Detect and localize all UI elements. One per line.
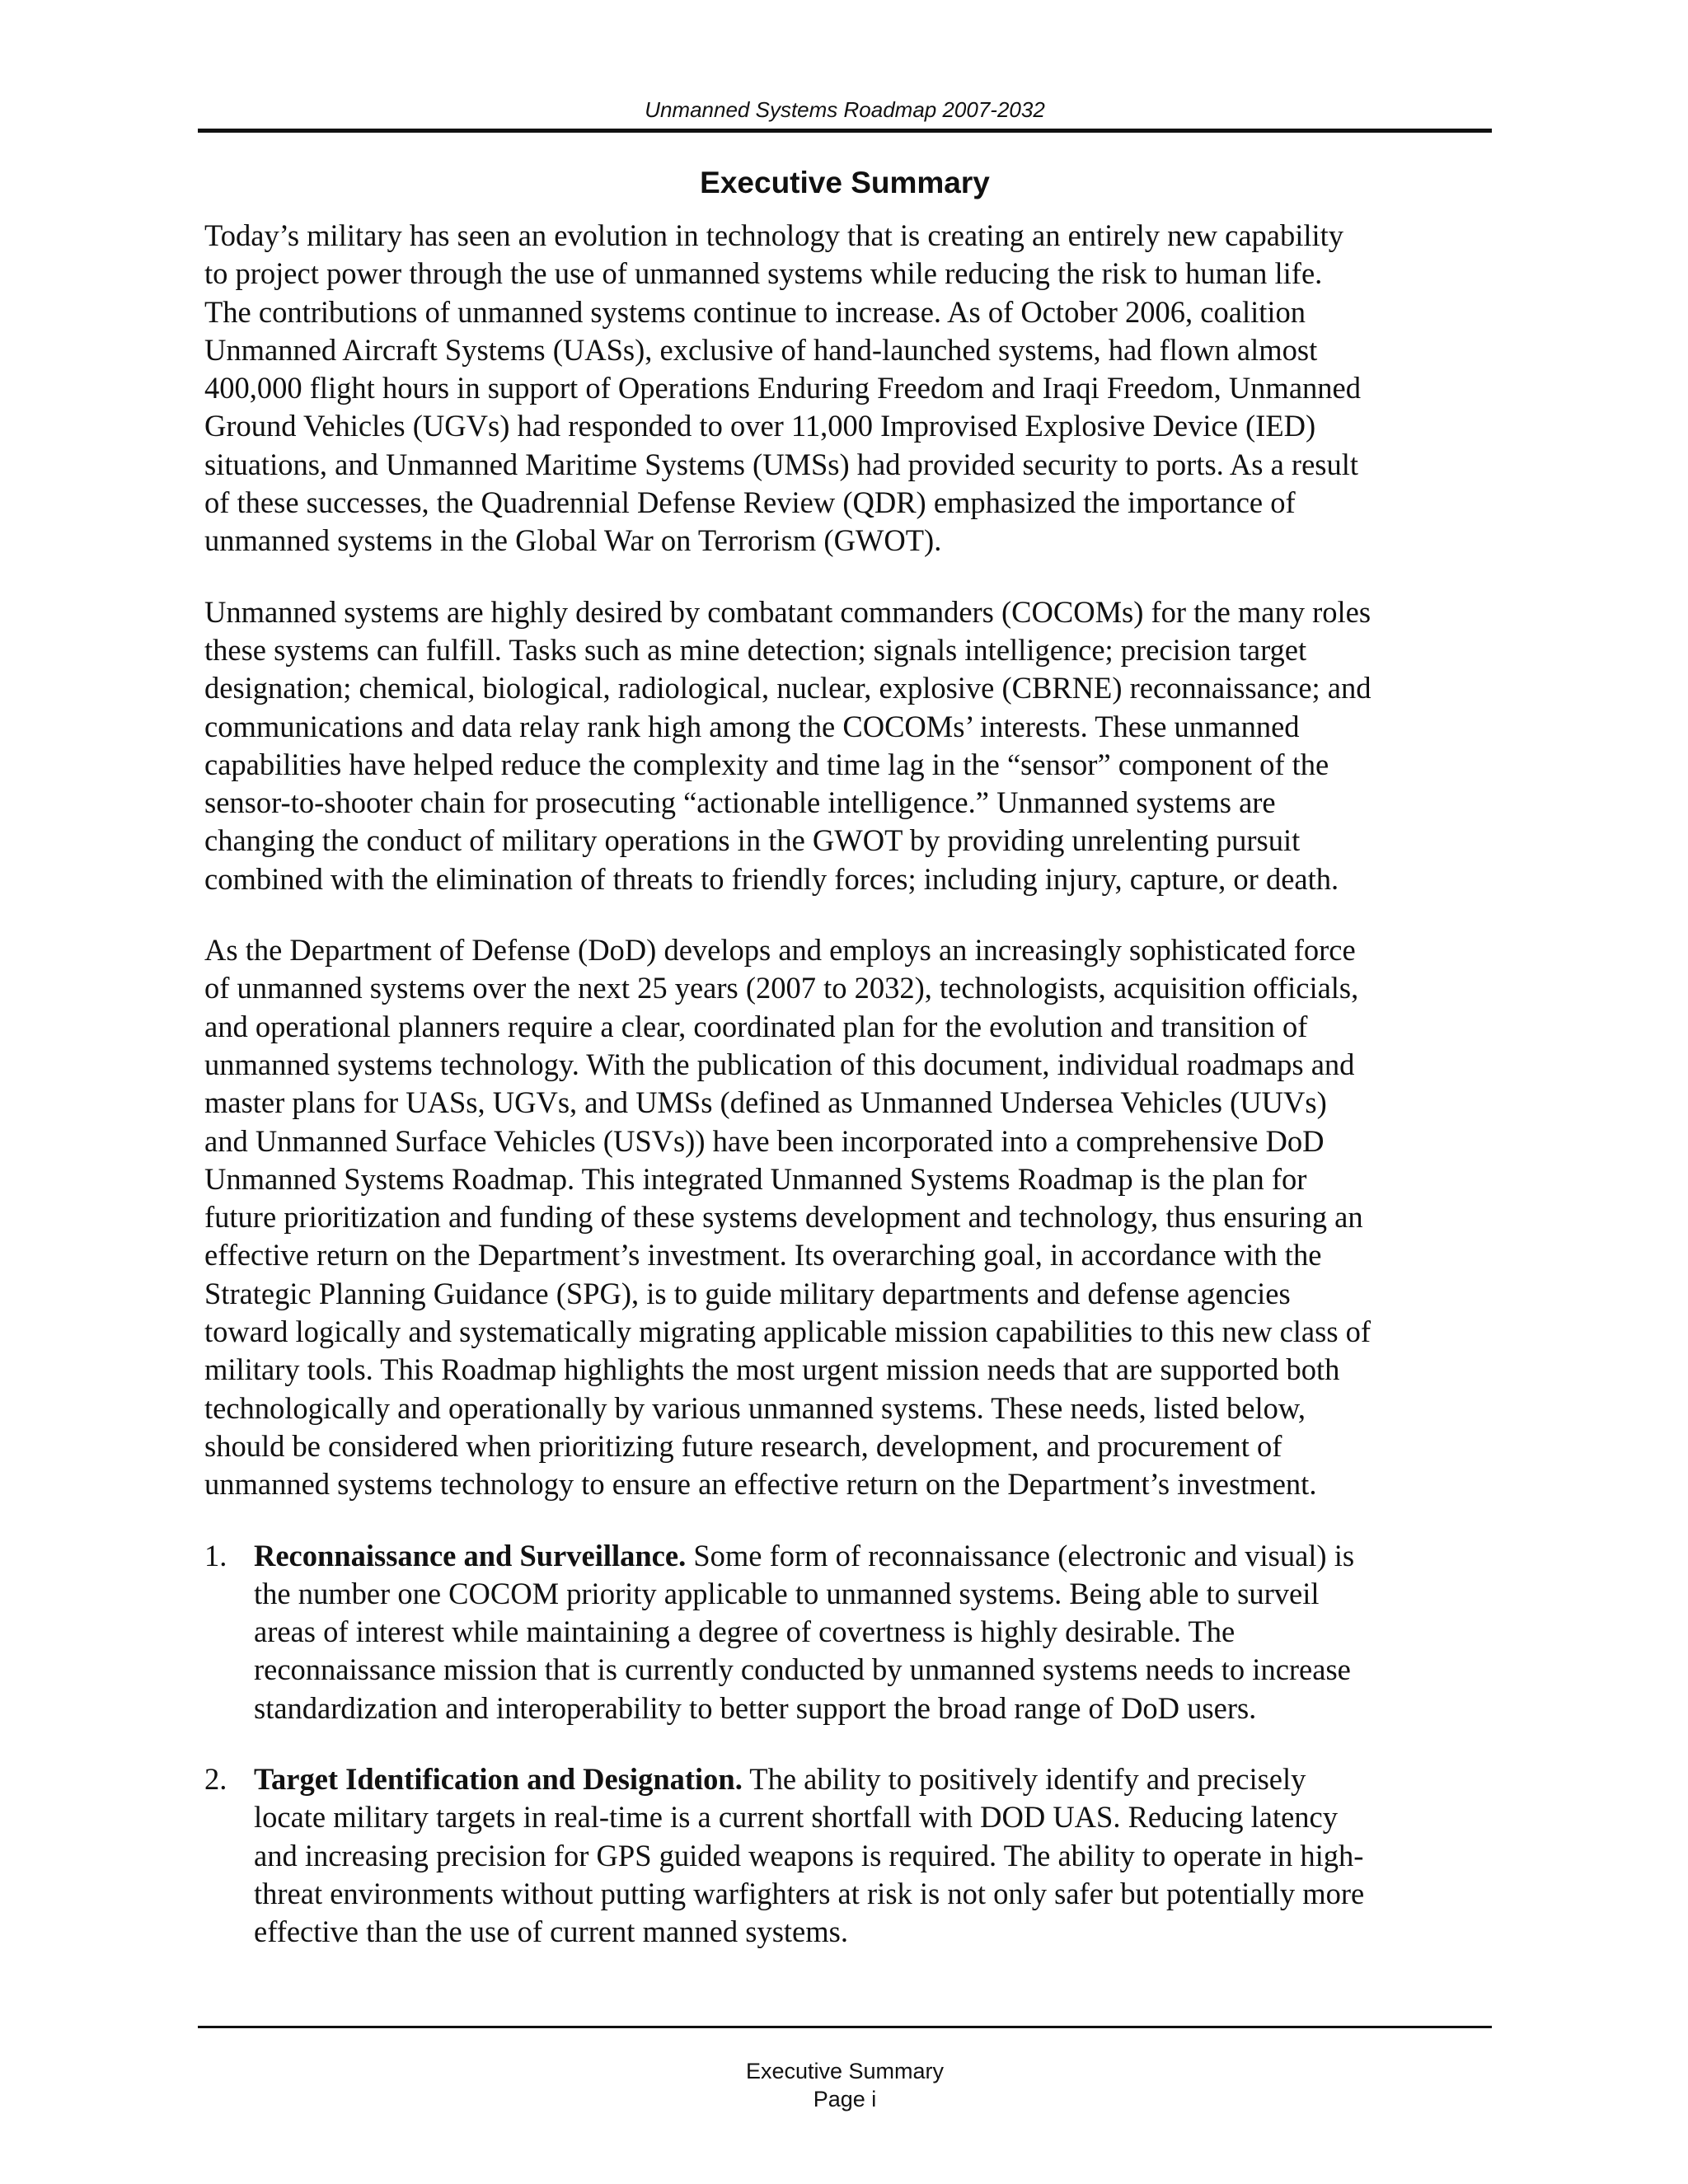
item-number: 1. xyxy=(204,1538,227,1572)
numbered-item-1 xyxy=(204,1537,1498,1727)
running-header: Unmanned Systems Roadmap 2007-2032 xyxy=(645,97,1045,122)
paragraph-2: Unmanned systems are highly desired by combatant commanders (COCOMs) for the many roles these systems can fulfill. Tasks such as mine detection; signals intelligence; precision target designation; chemical, biological, radiological, nuclear, explosive (CBRNE) reconnaissance; and communications and data relay rank high among the COCOMs’ interests. These unmanned capabilities have helped reduce the complexity and time lag in the “sensor” component of the sensor-to-shooter chain for prosecuting “actionable intelligence.” Unmanned systems are changing the conduct of military operations in the GWOT by providing unrelenting pursuit combined with the elimination of threats to friendly forces; including injury, capture, or death. xyxy=(204,594,1372,896)
header-rule xyxy=(198,129,1492,133)
page-footer xyxy=(198,2057,1492,2113)
item-body xyxy=(254,1537,1498,1727)
footer-page-number: Page i xyxy=(813,2087,877,2111)
item-number: 2. xyxy=(204,1761,227,1796)
paragraph-1: Today’s military has seen an evolution in technology that is creating an entirely new capability to project power through the use of unmanned systems while reducing the risk to human life. The contributions of unmanned systems continue to increase. As of October 2006, coalition Unmanned Aircraft Systems (UASs), exclusive of hand-launched systems, had flown almost 400,000 flight hours in support of Operations Enduring Freedom and Iraqi Freedom, Unmanned Ground Vehicles (UGVs) had responded to over 11,000 Improvised Explosive Device (IED) situations, and Unmanned Maritime Systems (UMSs) had provided security to ports. As a result of these successes, the Quadrennial Defense Review (QDR) emphasized the importance of unmanned systems in the Global War on Terrorism (GWOT). xyxy=(204,218,1361,558)
item-heading: Target Identification and Designation. xyxy=(254,1761,743,1796)
item-text: Some form of reconnaissance (electronic and visual) is the number one COCOM priority applicable to unmanned systems. Being able to surveil areas of interest while maintaining a degree of covertness is highly desirable. The reconnaissance mission that is currently conducted by unmanned systems needs to increase standardization and interoperability to better support the broad range of DoD users. xyxy=(254,1538,1355,1725)
item-heading: Reconnaissance and Surveillance. xyxy=(254,1538,687,1572)
item-body xyxy=(254,1760,1498,1951)
footer-section: Executive Summary xyxy=(745,2059,945,2083)
paragraph-3: As the Department of Defense (DoD) develops and employs an increasingly sophisticated force of unmanned systems over the next 25 years (2007 to 2032), technologists, acquisition officials, and operational planners require a clear, coordinated plan for the evolution and transition of unmanned systems technology. With the publication of this document, individual roadmaps and master plans for UASs, UGVs, and UMSs (defined as Unmanned Undersea Vehicles (UUVs) and Unmanned Surface Vehicles (USVs)) have been incorporated into a comprehensive DoD Unmanned Systems Roadmap. This integrated Unmanned Systems Roadmap is the plan for future prioritization and funding of these systems development and technology, thus ensuring an effective return on the Department’s investment. Its overarching goal, in accordance with the Strategic Planning Guidance (SPG), is to guide military departments and defense agencies toward logically and systematically migrating applicable mission capabilities to this new class of military tools. This Roadmap highlights the most urgent mission needs that are supported both technologically and operationally by various unmanned systems. These needs, listed below, should be considered when prioritizing future research, development, and procurement of unmanned systems technology to ensure an effective return on the Department’s investment. xyxy=(204,933,1372,1502)
body-text xyxy=(204,217,1498,1984)
numbered-item-2 xyxy=(204,1760,1498,1951)
item-text: The ability to positively identify and precisely locate military targets in real-time is a current shortfall with DOD UAS. Reducing latency and increasing precision for GPS guided weapons is required. The ability to operate in high- threat environments without putting warfighters at risk is not only safer but potentially more effective than the use of current manned systems. xyxy=(254,1761,1365,1949)
page-title: Executive Summary xyxy=(700,166,990,199)
footer-rule xyxy=(198,2026,1492,2028)
